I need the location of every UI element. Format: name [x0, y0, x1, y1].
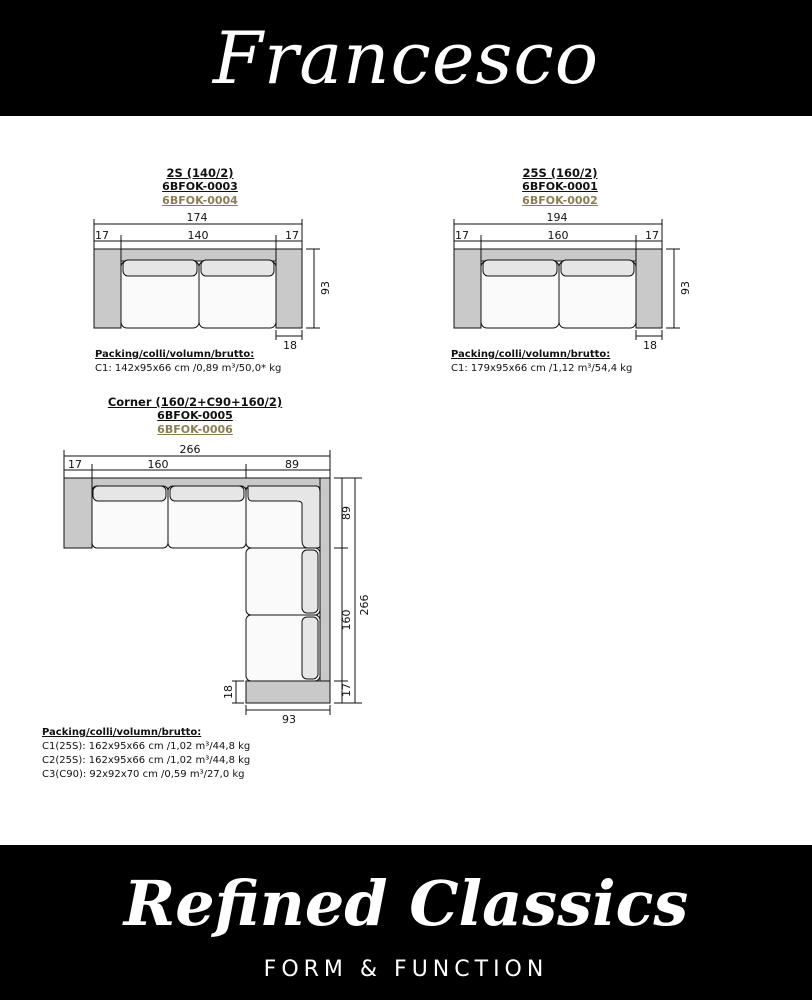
sofa-corner-cushion-2: [170, 486, 244, 501]
footer-banner: [0, 845, 812, 1000]
sofa-corner-arm-bottom: [246, 681, 330, 703]
sofa-2s-code-2: 6BFOK-0004: [162, 194, 238, 207]
sofa-corner-dim-depth: 93: [282, 713, 296, 726]
sofa-25s-back: [481, 249, 636, 261]
sofa-25s-cushion-1: [483, 260, 557, 276]
sofa-25s-arm-left: [454, 249, 481, 328]
brand-logo: Francesco: [212, 16, 600, 100]
sofa-2s-dim-depth: 93: [319, 281, 332, 295]
sofa-2s-cushion-1: [123, 260, 197, 276]
sofa-corner-dim-arm-v: 17: [340, 683, 353, 697]
sofa-corner-cushion-3: [302, 550, 318, 613]
sofa-2s-dim-arm-right: 17: [285, 229, 299, 242]
sofa-25s-dim-arm-depth: 18: [643, 339, 657, 352]
sofa-2s-packing-line: C1: 142x95x66 cm /0,89 m³/50,0* kg: [95, 363, 282, 374]
sofa-25s-arm-right: [636, 249, 662, 328]
sofa-25s-heading: [510, 166, 610, 208]
sofa-25s-code-1: 6BFOK-0001: [522, 180, 598, 193]
sofa-2s-packing-header: Packing/colli/volumn/brutto:: [95, 349, 255, 360]
sofa-2s-packing: [95, 348, 281, 376]
sofa-2s-code-1: 6BFOK-0003: [162, 180, 238, 193]
sofa-2s-arm-left: [94, 249, 121, 328]
sofa-25s-packing-header: Packing/colli/volumn/brutto:: [451, 349, 611, 360]
sofa-2s-heading: [150, 166, 250, 208]
sofa-corner-heading: [100, 395, 290, 437]
sofa-2s-back: [121, 249, 276, 261]
sofa-corner-back-right: [320, 478, 330, 688]
sofa-corner-arm-left: [64, 478, 92, 548]
sofa-25s-packing: [451, 348, 632, 376]
sofa-25s-dim-arm-right: 17: [645, 229, 659, 242]
sofa-2s-dim-arm-depth: 18: [283, 339, 297, 352]
sofa-corner-packing-header: Packing/colli/volumn/brutto:: [42, 727, 202, 738]
sofa-corner-dim-seat: 160: [147, 458, 169, 471]
footer-title: Refined Classics: [123, 867, 689, 940]
sofa-corner-dim-seat-v: 160: [340, 609, 353, 631]
sofa-2s-arm-right: [276, 249, 302, 328]
sofa-25s-dim-seat: 160: [547, 229, 569, 242]
sofa-25s-title: 25S (160/2): [522, 166, 598, 180]
sofa-corner-cushion-4: [302, 617, 318, 679]
sofa-corner-packing-line-2: C2(25S): 162x95x66 cm /1,02 m³/44,8 kg: [42, 755, 251, 766]
sofa-corner-code-1: 6BFOK-0005: [157, 409, 233, 422]
sofa-corner-dim-arm-depth: 18: [222, 685, 235, 699]
sofa-25s-dim-depth: 93: [679, 281, 692, 295]
footer-subtitle: FORM & FUNCTION: [263, 957, 549, 982]
sofa-corner-dim-corner-v: 89: [340, 506, 353, 520]
sofa-corner-title: Corner (160/2+C90+160/2): [107, 395, 283, 409]
sofa-25s-packing-line: C1: 179x95x66 cm /1,12 m³/54,4 kg: [451, 363, 633, 374]
sofa-2s-dim-total: 174: [186, 211, 208, 224]
sofa-corner-diagram: [50, 440, 380, 730]
sofa-corner-packing-line-1: C1(25S): 162x95x66 cm /1,02 m³/44,8 kg: [42, 741, 251, 752]
sofa-25s-dim-total: 194: [546, 211, 568, 224]
sofa-25s-dim-arm-left: 17: [455, 229, 469, 242]
sofa-corner-dim-total-h: 266: [358, 594, 371, 616]
sofa-corner-packing: [42, 726, 250, 782]
sofa-2s-dim-arm-left: 17: [95, 229, 109, 242]
sofa-corner-packing-line-3: C3(C90): 92x92x70 cm /0,59 m³/27,0 kg: [42, 769, 245, 780]
sofa-corner-code-2: 6BFOK-0006: [157, 423, 233, 436]
sofa-25s-diagram: [440, 210, 700, 355]
sofa-2s-dim-seat: 140: [187, 229, 209, 242]
sofa-2s-title: 2S (140/2): [166, 166, 234, 180]
sofa-corner-cushion-1: [93, 486, 166, 501]
header-banner: [0, 0, 812, 116]
sofa-corner-dim-total-w: 266: [179, 443, 201, 456]
sofa-2s-cushion-2: [201, 260, 274, 276]
sofa-2s-diagram: [80, 210, 340, 355]
sofa-corner-dim-corner: 89: [285, 458, 299, 471]
sofa-25s-code-2: 6BFOK-0002: [522, 194, 598, 207]
sofa-corner-dim-arm-left: 17: [68, 458, 82, 471]
sofa-25s-cushion-2: [561, 260, 634, 276]
